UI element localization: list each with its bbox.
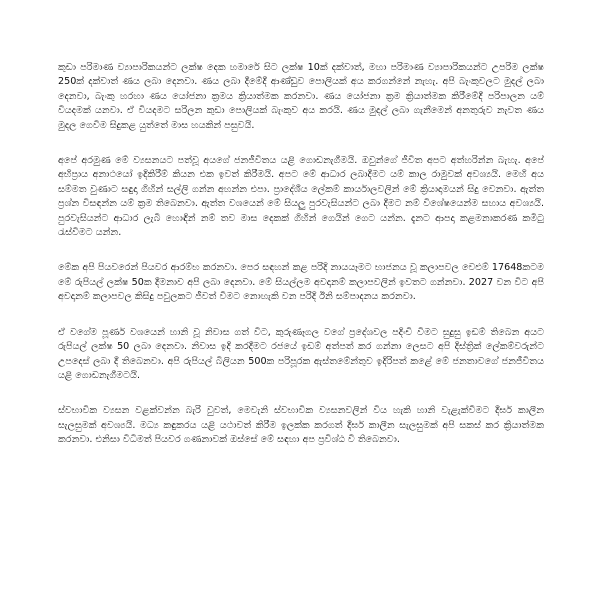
paragraph-4-text: ඒ වගේම පූර්ණ වශයෙන් හානි වූ නිවාස ගත් විට, කුරුණෑගල වගේ ප්‍රදේශවල පදිංචි වීමට සුදුසු ඉඩම් තිබෙන අයට රුපියල් ලක්ෂ 50 ලබා දෙනවා. නිවාස ඉදි කරදීමට රජයේ ඉඩම් අත්පත් කර ගන්නා ලෙසට අපි දිස්ත්‍රික් ලේකම්වරුන්ට උපදෙස් ලබා දී තිබෙනවා. අපි රුපියල් බිලියන 500ක පරිපූරක ඇස්තමේන්තුව ඉදිරිපත් කළේ මේ ජනතාවගේ ජනජීවිතය යළි ගොඩනැගීමටයි. [58,326,544,381]
paragraph-2 [58,154,544,240]
paragraph-1-text: කුඩා පරිමාණ ව්‍යාපාරිකයන්ට ලක්ෂ දෙක හමාරේ සිට ලක්ෂ 10ක් දක්වාත්, මහා පරිමාණ ව්‍යාපාරිකයන්ට උපරිම ලක්ෂ 250ක් දක්වාත් ණය ලබා දෙනවා. ණය ලබා දීමේදී ආණ්ඩුව පොලියක් අය කරගන්නේ නැහැ. අපි බැංකුවලට මුදල් ලබා දෙනවා, බැංකු හරහා ණය යෝජනා ක්‍රමය ක්‍රියාත්මක කරනවා. ණය යෝජනා ක්‍රම ක්‍රියාත්මක කිරීමේදී පරිපාලන යම් වියදමක් යනවා. ඒ වියදමට සරිලන කුඩා පොලියක් බැංකුව අය කරයි. ණය මුදල් ලබා ගැනීමෙන් අනතුරුව නැවත ණය මුදල ගෙවීම සිදුකළ යුත්තේ මාස හයකින් පසුවයි. [58,62,544,131]
paragraph-1 [58,61,544,133]
paragraph-5-text: ස්වභාවික ව්‍යසන වළක්වන්න බැරි වුවත්, මෙවැනි ස්වභාවික ව්‍යසනවලින් විය හැකි හානි වැළැක්වීමට දීර්ඝ කාලීන සැලසුමක් අවශ්‍යයි. මධ්‍ය කඳුකරය යළි යථාවත් කිරීම ඉලක්ක කරගත් දීර්ඝ කාලීන සැලසුමක් අපි සකස් කර ක්‍රියාත්මක කරනවා. එනිසා විධිමත් පියවර ගණනාවක් ඔස්සේ මේ සඳහා අප ප්‍රවිශ්ඨ වී තිබෙනවා. [58,405,544,446]
paragraph-2-text: අපේ අරමුණ මේ ව්‍යසනයට පත්වූ අයගේ ජනජීවිතය යළි ගොඩනැගීමයි. ඔවුන්ගේ ජීවිත අපට අත්හරින්න බැහැ. අපේ අභිප්‍රාය අනාථයෝ ඉදිකිරීම් කියන එක ඉවත් කිරීමයි. අපට මේ ආධාර ලබාදීමට යම් කාල රාමුවක් අවශ්‍යයි. මෙහි අය සම්මත වුණාට සඳුදා ගිහින් සල්ලි ගන්න අහන්න එපා. ප්‍රාදේශීය ලේකම් කාර්යාලවලින් මේ ක්‍රියාදාමයන් සිදු වෙනවා. ඇත්ත ප්‍රශ්න විසඳන්න යම් ක්‍රම තිබෙනවා. ඇත්ත වශයෙන් මේ සියලු පුරවැසියන්ට ලබා දීමට නම් විශේෂයෙන්ම සහාය අවශ්‍යයි. පුරවැසියන්ට ආධාර ලැබී හොඳින් නම් තව මාස දෙකක් ගිහින් ගෙයින් ගෙට යන්න. දැනට ආපදා කළමනාකරණ කමිටු රැස්වීමට යන්න. [58,155,544,239]
paragraph-3-text: මේක අපි පියවරෙන් පියවර ආරම්භ කරනවා. පෙර සඳහන් කළ පරිදි නායයෑමට භාජනය වූ කලාපවල වෙළුම් 17648කටම මේ රුපියල් ලක්ෂ 50ක දීමනාව අපි ලබා දෙනවා. මේ සියල්ලම අවදානම් කලාපවලින් ඉවතට ගන්නවා. 2027 වන විට අපි අවදානම් කලාපවල කිසිදු පවුලකට ජීවත් වීමට නොහැකි වන පරිදි ඊනි සම්පාදනය කරනවා. [58,262,544,303]
document-body [58,61,544,448]
paragraph-3 [58,261,544,304]
paragraph-4 [58,326,544,384]
paragraph-5 [58,404,544,447]
